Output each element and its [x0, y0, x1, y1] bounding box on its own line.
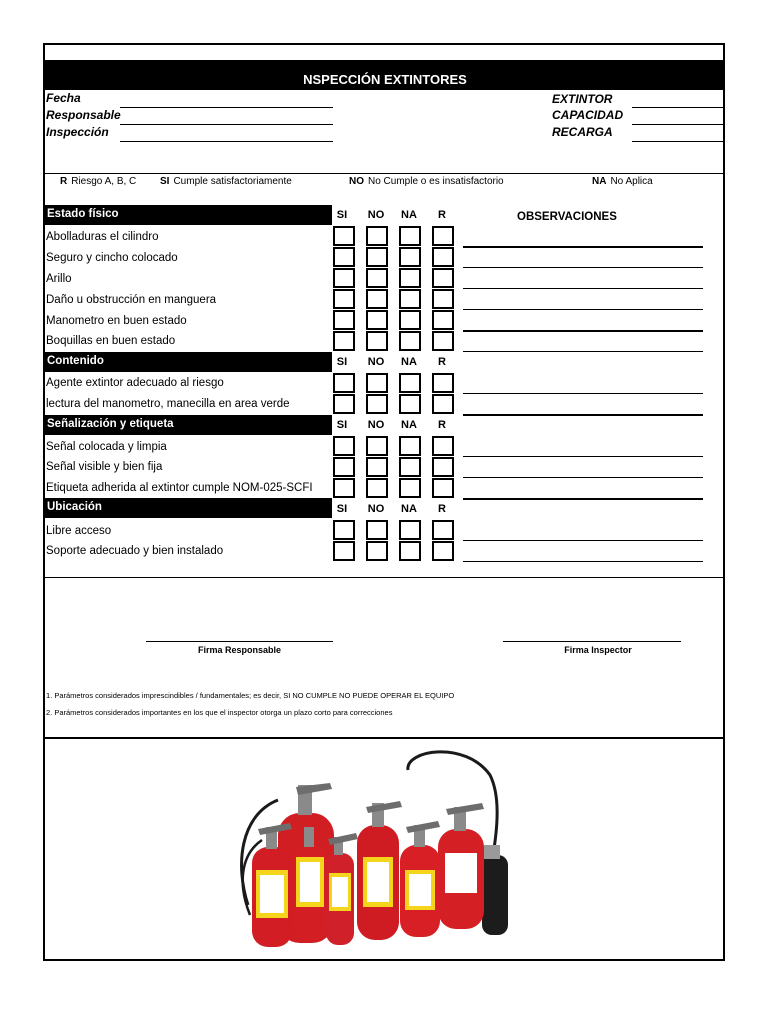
checkbox-r[interactable]	[432, 541, 454, 561]
item-label: Señal visible y bien fija	[46, 461, 163, 473]
observation-line[interactable]	[463, 540, 703, 541]
col-si: SI	[336, 419, 348, 431]
observation-line[interactable]	[463, 477, 703, 478]
col-na: NA	[401, 209, 417, 221]
checkbox-si[interactable]	[333, 373, 355, 393]
checkbox-na[interactable]	[399, 268, 421, 288]
observation-line[interactable]	[463, 330, 703, 332]
checkbox-r[interactable]	[432, 331, 454, 351]
item-label: Señal colocada y limpia	[46, 441, 167, 453]
observation-line[interactable]	[463, 498, 703, 500]
checkbox-na[interactable]	[399, 226, 421, 246]
checkbox-r[interactable]	[432, 289, 454, 309]
section-title: Señalización y etiqueta	[47, 418, 174, 430]
checkbox-r[interactable]	[432, 373, 454, 393]
checkbox-na[interactable]	[399, 310, 421, 330]
responsable-label: Responsable	[46, 108, 121, 122]
section-divider	[45, 737, 725, 739]
fecha-field[interactable]	[120, 107, 333, 108]
form-title: NSPECCIÓN EXTINTORES	[303, 72, 467, 87]
signature-line-responsable[interactable]	[146, 641, 333, 642]
section-title: Contenido	[47, 355, 104, 367]
col-si: SI	[336, 503, 348, 515]
checkbox-na[interactable]	[399, 478, 421, 498]
observation-line[interactable]	[463, 393, 703, 394]
checkbox-na[interactable]	[399, 520, 421, 540]
checkbox-no[interactable]	[366, 310, 388, 330]
checkbox-na[interactable]	[399, 457, 421, 477]
checkbox-r[interactable]	[432, 310, 454, 330]
checkbox-no[interactable]	[366, 436, 388, 456]
checkbox-no[interactable]	[366, 520, 388, 540]
col-r: R	[438, 503, 446, 515]
checkbox-na[interactable]	[399, 541, 421, 561]
item-label: Etiqueta adherida al extintor cumple NOM-025-SCFI	[46, 482, 313, 494]
checkbox-si[interactable]	[333, 226, 355, 246]
checkbox-no[interactable]	[366, 394, 388, 414]
legend-si: SI Cumple satisfactoriamente	[160, 176, 292, 187]
checkbox-r[interactable]	[432, 226, 454, 246]
checkbox-no[interactable]	[366, 541, 388, 561]
checkbox-si[interactable]	[333, 268, 355, 288]
item-label: Soporte adecuado y bien instalado	[46, 545, 224, 557]
item-label: lectura del manometro, manecilla en area verde	[46, 398, 290, 410]
checkbox-si[interactable]	[333, 247, 355, 267]
extintor-field[interactable]	[632, 107, 725, 108]
inspeccion-field[interactable]	[120, 141, 333, 142]
checkbox-r[interactable]	[432, 394, 454, 414]
observation-line[interactable]	[463, 414, 703, 416]
checkbox-na[interactable]	[399, 247, 421, 267]
section-title: Ubicación	[47, 501, 102, 513]
observation-line[interactable]	[463, 456, 703, 457]
item-label: Abolladuras el cilindro	[46, 231, 159, 243]
checkbox-na[interactable]	[399, 436, 421, 456]
fecha-label: Fecha	[46, 91, 81, 105]
note-1: 1. Parámetros considerados imprescindibles / fundamentales; es decir, SI NO CUMPLE NO PUEDE OPERAR EL EQUIPO	[46, 691, 455, 700]
checkbox-na[interactable]	[399, 394, 421, 414]
checkbox-r[interactable]	[432, 478, 454, 498]
item-label: Agente extintor adecuado al riesgo	[46, 377, 224, 389]
col-no: NO	[367, 356, 385, 368]
checkbox-no[interactable]	[366, 289, 388, 309]
checkbox-si[interactable]	[333, 289, 355, 309]
legend-na: NA No Aplica	[592, 176, 653, 187]
col-no: NO	[367, 419, 385, 431]
col-na: NA	[401, 503, 417, 515]
checkbox-r[interactable]	[432, 268, 454, 288]
col-si: SI	[336, 209, 348, 221]
item-label: Daño u obstrucción en manguera	[46, 294, 217, 306]
responsable-field[interactable]	[120, 124, 333, 125]
checkbox-na[interactable]	[399, 331, 421, 351]
checkbox-na[interactable]	[399, 373, 421, 393]
fire-extinguishers-image	[200, 745, 540, 955]
col-na: NA	[401, 419, 417, 431]
signature-line-inspector[interactable]	[503, 641, 681, 642]
col-r: R	[438, 356, 446, 368]
inspeccion-label: Inspección	[46, 125, 109, 139]
col-si: SI	[336, 356, 348, 368]
checkbox-r[interactable]	[432, 436, 454, 456]
item-label: Seguro y cincho colocado	[46, 252, 178, 264]
checkbox-si[interactable]	[333, 457, 355, 477]
item-label: Boquillas en buen estado	[46, 335, 176, 347]
note-2: 2. Parámetros considerados importantes en los que el inspector otorga un plazo corto para correcciones	[46, 708, 393, 717]
checkbox-no[interactable]	[366, 373, 388, 393]
item-label: Libre acceso	[46, 525, 112, 537]
legend-r: R Riesgo A, B, C	[60, 176, 137, 187]
observation-line[interactable]	[463, 351, 703, 352]
checkbox-si[interactable]	[333, 331, 355, 351]
section-title: Estado físico	[47, 208, 119, 220]
checkbox-si[interactable]	[333, 436, 355, 456]
checkbox-si[interactable]	[333, 394, 355, 414]
checkbox-si[interactable]	[333, 541, 355, 561]
checkbox-si[interactable]	[333, 310, 355, 330]
capacidad-field[interactable]	[632, 124, 725, 125]
checkbox-na[interactable]	[399, 289, 421, 309]
checkbox-si[interactable]	[333, 478, 355, 498]
checkbox-si[interactable]	[333, 520, 355, 540]
signature-label-inspector: Firma Inspector	[564, 645, 632, 655]
checkbox-no[interactable]	[366, 268, 388, 288]
checkbox-r[interactable]	[432, 247, 454, 267]
checkbox-no[interactable]	[366, 331, 388, 351]
checkbox-r[interactable]	[432, 520, 454, 540]
checkbox-no[interactable]	[366, 226, 388, 246]
observation-line[interactable]	[463, 267, 703, 268]
divider	[45, 173, 725, 174]
checkbox-no[interactable]	[366, 457, 388, 477]
item-label: Arillo	[46, 273, 72, 285]
observation-line[interactable]	[463, 288, 703, 289]
capacidad-label: CAPACIDAD	[552, 108, 624, 122]
observation-line[interactable]	[463, 246, 703, 248]
col-r: R	[438, 209, 446, 221]
observation-line[interactable]	[463, 561, 703, 562]
observation-line[interactable]	[463, 309, 703, 310]
observaciones-header: OBSERVACIONES	[517, 211, 617, 223]
legend-no: NO No Cumple o es insatisfactorio	[349, 176, 504, 187]
item-label: Manometro en buen estado	[46, 315, 187, 327]
checkbox-no[interactable]	[366, 478, 388, 498]
col-na: NA	[401, 356, 417, 368]
col-no: NO	[367, 209, 385, 221]
col-r: R	[438, 419, 446, 431]
col-no: NO	[367, 503, 385, 515]
checkbox-no[interactable]	[366, 247, 388, 267]
extintor-label: EXTINTOR	[552, 92, 613, 106]
checkbox-r[interactable]	[432, 457, 454, 477]
recarga-field[interactable]	[632, 141, 725, 142]
signature-label-responsable: Firma Responsable	[197, 645, 282, 655]
divider	[45, 577, 725, 578]
recarga-label: RECARGA	[552, 125, 613, 139]
